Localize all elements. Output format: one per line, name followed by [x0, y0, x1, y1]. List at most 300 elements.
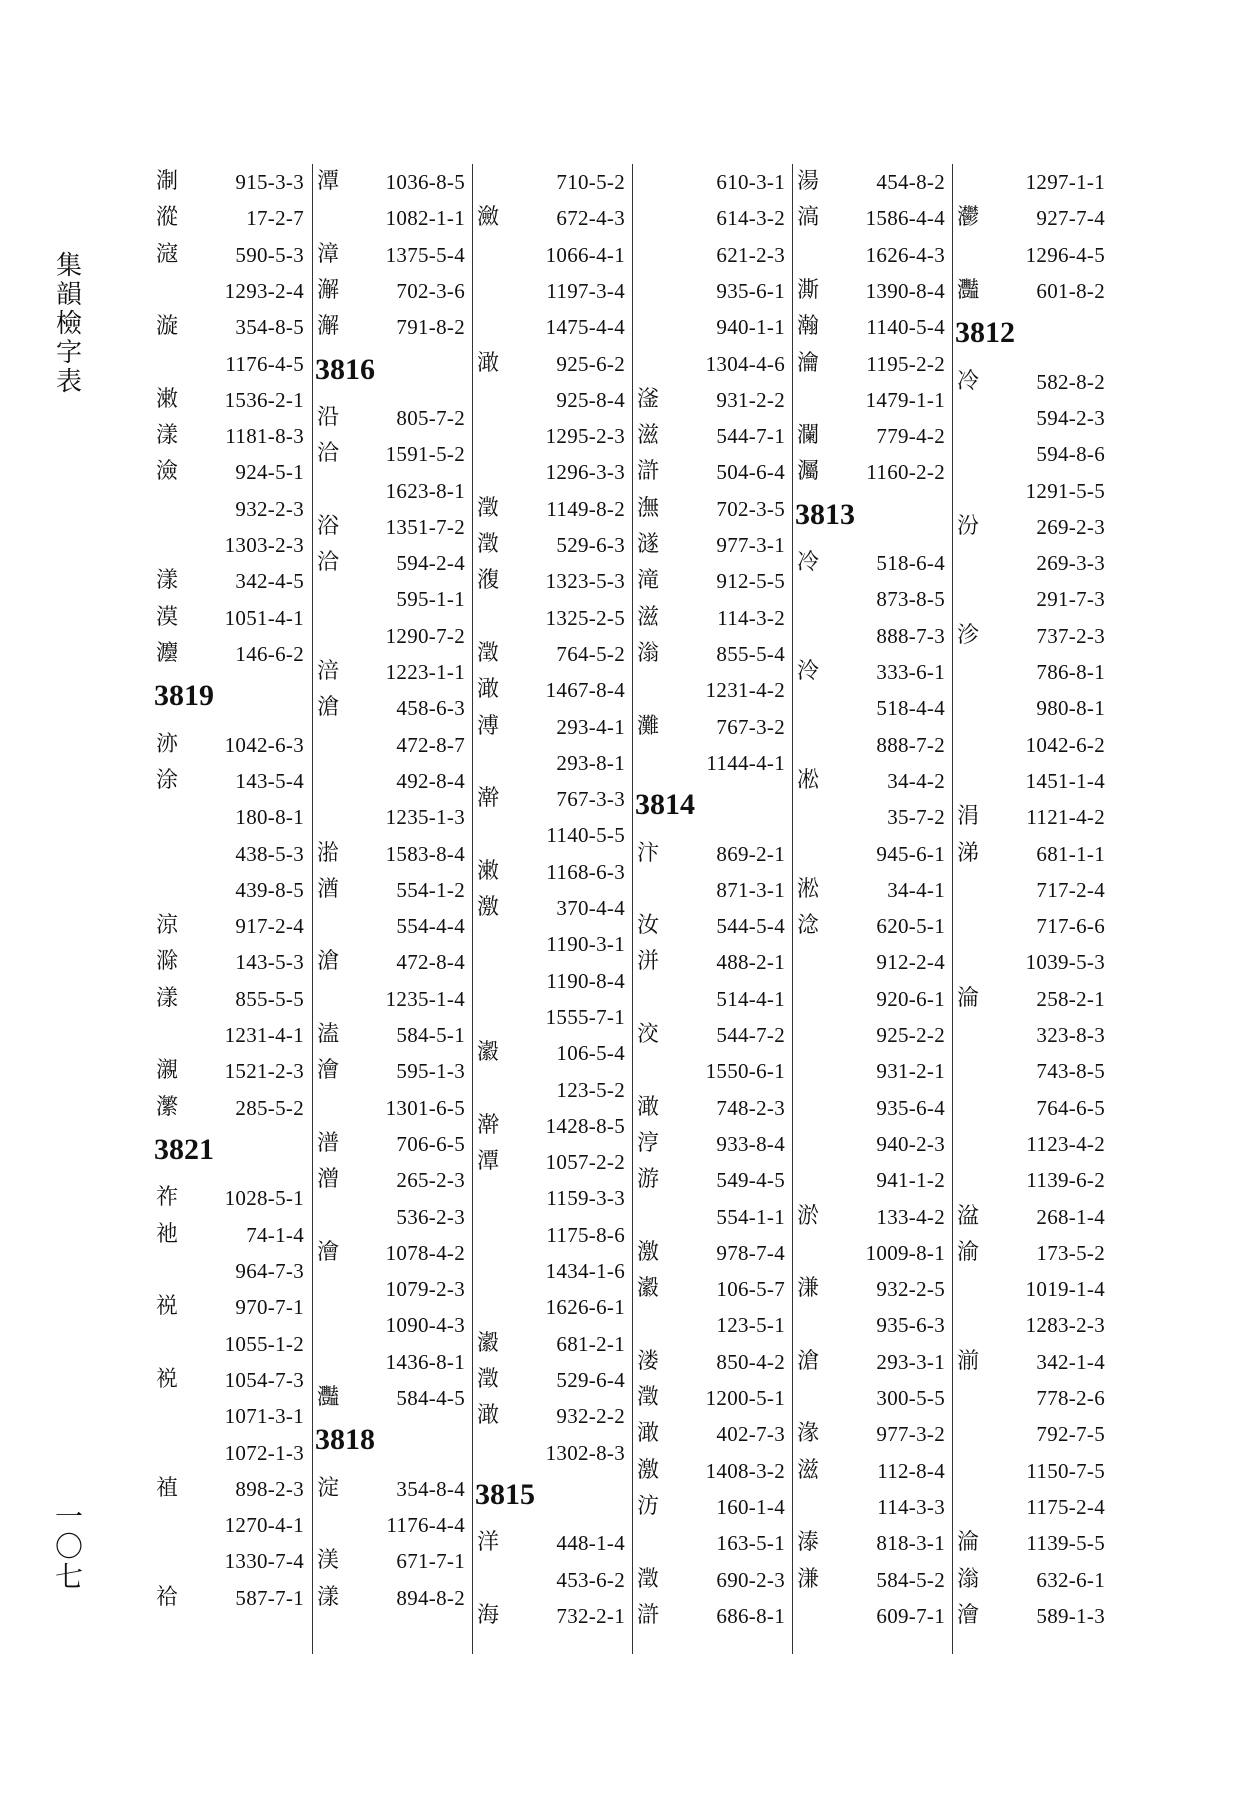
entry-character: 瀲: [477, 205, 500, 231]
index-entry: [473, 1180, 631, 1216]
entry-character: 祫: [156, 1584, 179, 1610]
entry-reference: 370-4-4: [556, 896, 625, 920]
entry-character: 渼: [317, 1548, 340, 1574]
index-entry: [633, 200, 791, 236]
entry-reference: 590-5-3: [235, 242, 304, 267]
index-entry: [793, 1162, 951, 1198]
index-entry: [313, 836, 471, 872]
entry-character: 洂: [156, 731, 179, 757]
index-entry: [313, 872, 471, 908]
index-entry: [473, 1326, 631, 1362]
index-entry: [473, 636, 631, 672]
entry-character: 澂: [637, 1385, 660, 1411]
entry-character: 瀾: [797, 423, 820, 449]
index-entry: [953, 1307, 1111, 1343]
index-entry: [152, 1507, 310, 1543]
index-entry: [793, 836, 951, 872]
index-entry: [473, 1144, 631, 1180]
entry-reference: 1351-7-2: [385, 514, 465, 539]
entry-character: 漾: [317, 1584, 340, 1610]
index-entry: [473, 309, 631, 345]
index-entry: [152, 981, 310, 1017]
entry-reference: 1055-1-2: [224, 1331, 304, 1356]
entry-reference: 1140-5-5: [546, 823, 625, 848]
index-entry: [793, 1053, 951, 1089]
index-entry: [633, 491, 791, 527]
entry-reference: 894-8-2: [396, 1585, 465, 1610]
index-entry: [152, 454, 310, 490]
entry-character: 涂: [156, 767, 179, 793]
index-entry: [473, 1398, 631, 1434]
index-entry: [152, 600, 310, 636]
entry-character: 澮: [317, 1239, 340, 1265]
index-entry: [633, 309, 791, 345]
index-entry: [473, 418, 631, 454]
index-entry: [953, 1017, 1111, 1053]
entry-character: 冷: [957, 368, 980, 394]
entry-character: 漾: [156, 568, 179, 594]
index-entry: [473, 1253, 631, 1289]
section-code: 3815: [475, 1477, 535, 1511]
entry-reference: 681-2-1: [556, 1331, 625, 1356]
index-entry: [473, 1072, 631, 1108]
entry-reference: 1223-1-1: [385, 660, 465, 685]
entry-reference: 143-5-3: [235, 950, 304, 975]
entry-reference: 354-8-4: [396, 1476, 465, 1501]
entry-character: 淪: [957, 1530, 980, 1556]
entry-reference: 514-4-1: [716, 986, 785, 1011]
entry-reference: 1626-6-1: [545, 1295, 625, 1320]
index-entry: [473, 1435, 631, 1471]
entry-character: 激: [637, 1457, 660, 1483]
entry-character: 澥: [317, 314, 340, 340]
entry-reference: 1623-8-1: [385, 478, 465, 503]
entry-reference: 933-8-4: [716, 1131, 785, 1156]
entry-reference: 333-6-1: [876, 660, 945, 685]
entry-character: 瀫: [637, 1276, 660, 1302]
entry-character: 滋: [797, 1457, 820, 1483]
entry-reference: 1071-3-1: [224, 1404, 304, 1429]
entry-character: 溓: [797, 1566, 820, 1592]
page-number: 一〇七: [54, 1500, 83, 1593]
entry-reference: 1028-5-1: [224, 1186, 304, 1211]
index-entry: [953, 1525, 1111, 1561]
index-entry: [953, 200, 1111, 236]
entry-reference: 146-6-2: [235, 641, 304, 666]
index-entry: [953, 1380, 1111, 1416]
index-entry: [473, 817, 631, 853]
entry-character: 灋: [156, 640, 179, 666]
entry-reference: 554-4-4: [396, 914, 465, 939]
index-entry: [473, 999, 631, 1035]
entry-reference: 1231-4-2: [705, 678, 785, 703]
entry-reference: 614-3-2: [716, 206, 785, 231]
index-entry: [633, 1453, 791, 1489]
entry-character: 澂: [637, 1566, 660, 1592]
index-entry: [152, 799, 310, 835]
entry-reference: 1039-5-3: [1025, 950, 1105, 975]
entry-character: 游: [637, 1167, 660, 1193]
section-code: 3813: [795, 497, 855, 531]
index-entry: [633, 872, 791, 908]
index-entry: [313, 944, 471, 980]
index-entry: [953, 1489, 1111, 1525]
entry-character: 涪: [317, 659, 340, 685]
entry-reference: 293-3-1: [876, 1349, 945, 1374]
index-entry: [152, 763, 310, 799]
entry-reference: 123-5-1: [716, 1313, 785, 1338]
index-entry: [313, 1235, 471, 1271]
index-entry: [313, 618, 471, 654]
entry-reference: 764-6-5: [1036, 1095, 1105, 1120]
index-entry: [953, 872, 1111, 908]
entry-character: 溙: [797, 1530, 820, 1556]
index-entry: [313, 436, 471, 472]
index-entry: [313, 1507, 471, 1543]
entry-reference: 869-2-1: [716, 841, 785, 866]
entry-character: 潭: [317, 169, 340, 194]
entry-reference: 778-2-6: [1036, 1386, 1105, 1411]
entry-reference: 291-7-3: [1036, 587, 1105, 612]
entry-character: 滃: [957, 1566, 980, 1592]
entry-reference: 702-3-5: [716, 496, 785, 521]
index-entry: [313, 1017, 471, 1053]
entry-reference: 1467-8-4: [545, 678, 625, 703]
entry-reference: 873-8-5: [876, 587, 945, 612]
entry-character: 溇: [637, 1348, 660, 1374]
entry-reference: 594-8-6: [1036, 442, 1105, 467]
index-entry: [473, 890, 631, 926]
entry-reference: 1302-8-3: [545, 1440, 625, 1465]
entry-reference: 584-5-2: [876, 1567, 945, 1592]
entry-reference: 402-7-3: [716, 1422, 785, 1447]
entry-reference: 1072-1-3: [224, 1440, 304, 1465]
entry-character: 淰: [797, 913, 820, 939]
entry-reference: 1144-4-1: [706, 750, 785, 775]
entry-character: 滄: [797, 1348, 820, 1374]
index-entry: [633, 908, 791, 944]
entry-reference: 767-3-3: [556, 787, 625, 812]
entry-reference: 681-1-1: [1036, 841, 1105, 866]
entry-character: 灩: [317, 1385, 340, 1411]
section-code: 3814: [635, 788, 695, 822]
entry-reference: 702-3-6: [396, 278, 465, 303]
index-entry: [633, 418, 791, 454]
index-entry: [793, 872, 951, 908]
entry-character: 湯: [797, 169, 820, 194]
entry-character: 渝: [957, 1239, 980, 1265]
entry-character: 澉: [477, 350, 500, 376]
entry-reference: 258-2-1: [1036, 986, 1105, 1011]
index-entry: [793, 545, 951, 581]
index-entry: [152, 1217, 310, 1253]
index-entry: [633, 1271, 791, 1307]
entry-reference: 1123-4-2: [1026, 1131, 1105, 1156]
index-entry: [473, 1035, 631, 1071]
entry-reference: 285-5-2: [235, 1095, 304, 1120]
entry-reference: 805-7-2: [396, 405, 465, 430]
index-entry: [633, 1307, 791, 1343]
index-entry: [473, 454, 631, 490]
entry-character: 滁: [156, 949, 179, 975]
entry-reference: 544-5-4: [716, 914, 785, 939]
index-entry: [633, 836, 791, 872]
index-entry: [152, 836, 310, 872]
entry-reference: 1231-4-1: [224, 1023, 304, 1048]
entry-character: 涼: [156, 913, 179, 939]
entry-reference: 931-2-1: [876, 1059, 945, 1084]
entry-character: 澂: [477, 1366, 500, 1392]
entry-reference: 1428-8-5: [545, 1113, 625, 1138]
entry-character: 滱: [156, 241, 179, 267]
entry-character: 滏: [637, 386, 660, 412]
entry-reference: 871-3-1: [716, 877, 785, 902]
entry-reference: 710-5-2: [556, 170, 625, 194]
index-entry: [473, 1525, 631, 1561]
entry-reference: 915-3-3: [235, 170, 304, 194]
entry-reference: 818-3-1: [876, 1531, 945, 1556]
index-entry: [313, 1580, 471, 1616]
index-entry: [633, 600, 791, 636]
index-entry: [953, 1271, 1111, 1307]
index-entry: [793, 1235, 951, 1271]
entry-character: 泠: [797, 659, 820, 685]
index-entry: [313, 908, 471, 944]
entry-reference: 35-7-2: [887, 805, 945, 830]
entry-reference: 342-1-4: [1036, 1349, 1105, 1374]
index-entry: [953, 690, 1111, 726]
entry-character: 滸: [637, 459, 660, 485]
entry-character: 海: [477, 1602, 500, 1628]
index-entry: [473, 164, 631, 200]
index-entry: [953, 545, 1111, 581]
entry-reference: 160-1-4: [716, 1494, 785, 1519]
index-entry: [633, 981, 791, 1017]
entry-character: 洨: [637, 1022, 660, 1048]
index-column: [312, 164, 473, 1654]
entry-character: 灟: [797, 459, 820, 485]
entry-reference: 1291-5-5: [1025, 478, 1105, 503]
entry-reference: 925-2-2: [876, 1023, 945, 1048]
entry-character: 溥: [477, 713, 500, 739]
entry-reference: 610-3-1: [716, 170, 785, 194]
entry-reference: 269-3-3: [1036, 551, 1105, 576]
entry-character: 溓: [797, 1276, 820, 1302]
index-entry: [313, 1162, 471, 1198]
entry-reference: 932-2-5: [876, 1277, 945, 1302]
entry-reference: 786-8-1: [1036, 660, 1105, 685]
index-entry: [152, 527, 310, 563]
entry-character: 祚: [156, 1185, 179, 1211]
entry-reference: 1296-3-3: [545, 460, 625, 485]
index-entry: [793, 164, 951, 200]
index-entry: [313, 1344, 471, 1380]
index-entry: [633, 1562, 791, 1598]
entry-character: 滋: [637, 604, 660, 630]
entry-character: 灪: [957, 205, 980, 231]
index-entry: [953, 1235, 1111, 1271]
entry-character: 汾: [957, 513, 980, 539]
entry-character: 裞: [156, 1366, 179, 1392]
index-entry: [793, 1453, 951, 1489]
entry-reference: 1200-5-1: [705, 1386, 785, 1411]
index-entry: [953, 1562, 1111, 1598]
entry-reference: 453-6-2: [556, 1567, 625, 1592]
entry-reference: 917-2-4: [235, 914, 304, 939]
index-entry: [953, 237, 1111, 273]
entry-character: 洋: [477, 1530, 500, 1556]
entry-character: 滝: [637, 568, 660, 594]
entry-reference: 920-6-1: [876, 986, 945, 1011]
index-entry: [313, 509, 471, 545]
entry-reference: 620-5-1: [876, 914, 945, 939]
index-entry: [313, 1126, 471, 1162]
index-entry: [633, 1053, 791, 1089]
entry-reference: 935-6-1: [716, 278, 785, 303]
index-entry: [633, 1162, 791, 1198]
entry-reference: 1036-8-5: [385, 170, 465, 194]
index-entry: [793, 1090, 951, 1126]
entry-reference: 1521-2-3: [224, 1059, 304, 1084]
index-entry: [793, 799, 951, 835]
entry-reference: 1475-4-4: [545, 315, 625, 340]
entry-reference: 492-8-4: [396, 768, 465, 793]
entry-reference: 544-7-1: [716, 424, 785, 449]
index-entry: [633, 1199, 791, 1235]
entry-reference: 671-7-1: [396, 1549, 465, 1574]
entry-reference: 850-4-2: [716, 1349, 785, 1374]
index-entry: [313, 1271, 471, 1307]
index-entry: [793, 382, 951, 418]
entry-reference: 980-8-1: [1036, 696, 1105, 721]
entry-reference: 912-2-4: [876, 950, 945, 975]
entry-character: 洽: [317, 550, 340, 576]
entry-character: 禃: [156, 1475, 179, 1501]
entry-character: 漩: [156, 314, 179, 340]
index-entry: [152, 727, 310, 763]
index-entry: [473, 382, 631, 418]
index-entry: [953, 836, 1111, 872]
entry-reference: 1297-1-1: [1025, 170, 1105, 194]
index-entry: [953, 1199, 1111, 1235]
entry-reference: 1051-4-1: [224, 605, 304, 630]
index-entry: [152, 872, 310, 908]
index-entry: [793, 1271, 951, 1307]
index-entry: [313, 581, 471, 617]
entry-reference: 1290-7-2: [385, 623, 465, 648]
index-entry: [152, 563, 310, 599]
index-entry: [313, 200, 471, 236]
index-entry: [793, 944, 951, 980]
index-entry: [152, 1471, 310, 1507]
index-entry: [953, 727, 1111, 763]
index-entry: [313, 237, 471, 273]
index-column: [632, 164, 793, 1654]
entry-character: 瀚: [797, 314, 820, 340]
entry-reference: 529-6-3: [556, 533, 625, 557]
entry-reference: 342-4-5: [235, 569, 304, 594]
index-entry: [953, 364, 1111, 400]
entry-reference: 1168-6-3: [546, 859, 625, 884]
index-entry: [633, 745, 791, 781]
section-code: 3812: [955, 316, 1015, 350]
index-entry: [793, 908, 951, 944]
entry-reference: 888-7-3: [876, 623, 945, 648]
entry-reference: 717-2-4: [1036, 877, 1105, 902]
entry-reference: 1042-6-3: [224, 732, 304, 757]
entry-reference: 439-8-5: [235, 877, 304, 902]
entry-reference: 1082-1-1: [385, 206, 465, 231]
index-entry: [793, 200, 951, 236]
index-entry: [793, 981, 951, 1017]
entry-reference: 454-8-2: [876, 170, 945, 194]
index-entry: [152, 164, 310, 200]
index-entry: [152, 1017, 310, 1053]
entry-reference: 1283-2-3: [1025, 1313, 1105, 1338]
entry-reference: 1054-7-3: [224, 1367, 304, 1392]
index-entry: [633, 1525, 791, 1561]
index-entry: [152, 1435, 310, 1471]
entry-reference: 706-6-5: [396, 1131, 465, 1156]
entry-reference: 940-2-3: [876, 1131, 945, 1156]
entry-reference: 764-5-2: [556, 641, 625, 666]
entry-reference: 672-4-3: [556, 206, 625, 231]
index-entry: [152, 1362, 310, 1398]
entry-character: 漠: [156, 604, 179, 630]
entry-character: 涥: [637, 1130, 660, 1156]
entry-reference: 106-5-7: [716, 1277, 785, 1302]
entry-reference: 935-6-4: [876, 1095, 945, 1120]
entry-reference: 792-7-5: [1036, 1422, 1105, 1447]
entry-character: 淪: [957, 985, 980, 1011]
entry-reference: 940-1-1: [716, 315, 785, 340]
index-entry: [953, 1416, 1111, 1452]
index-entry: [152, 1289, 310, 1325]
index-entry: [473, 346, 631, 382]
entry-character: 涕: [957, 840, 980, 866]
index-entry: [793, 1562, 951, 1598]
index-entry: [953, 509, 1111, 545]
index-entry: [633, 1598, 791, 1634]
index-entry: [633, 1126, 791, 1162]
index-entry: [473, 1562, 631, 1598]
entry-reference: 931-2-2: [716, 387, 785, 412]
index-entry: [793, 1344, 951, 1380]
entry-reference: 1176-4-4: [386, 1513, 465, 1538]
index-entry: [793, 1380, 951, 1416]
entry-character: 滄: [317, 949, 340, 975]
entry-reference: 1019-1-4: [1025, 1277, 1105, 1302]
index-entry: [793, 618, 951, 654]
entry-reference: 1160-2-2: [866, 460, 945, 485]
entry-character: 滸: [637, 1602, 660, 1628]
entry-character: 漾: [156, 985, 179, 1011]
entry-reference: 925-6-2: [556, 351, 625, 376]
index-column: [952, 164, 1113, 1654]
entry-character: 淀: [317, 1475, 340, 1501]
entry-character: 澰: [156, 459, 179, 485]
entry-reference: 518-6-4: [876, 551, 945, 576]
index-entry: [473, 1598, 631, 1634]
entry-character: 瀫: [477, 1040, 500, 1066]
entry-reference: 1583-8-4: [385, 841, 465, 866]
index-entry: [633, 164, 791, 200]
entry-reference: 587-7-1: [235, 1585, 304, 1610]
entry-reference: 1197-3-4: [546, 278, 625, 303]
entry-reference: 438-5-3: [235, 841, 304, 866]
entry-character: 灘: [637, 713, 660, 739]
entry-reference: 1434-1-6: [545, 1259, 625, 1283]
